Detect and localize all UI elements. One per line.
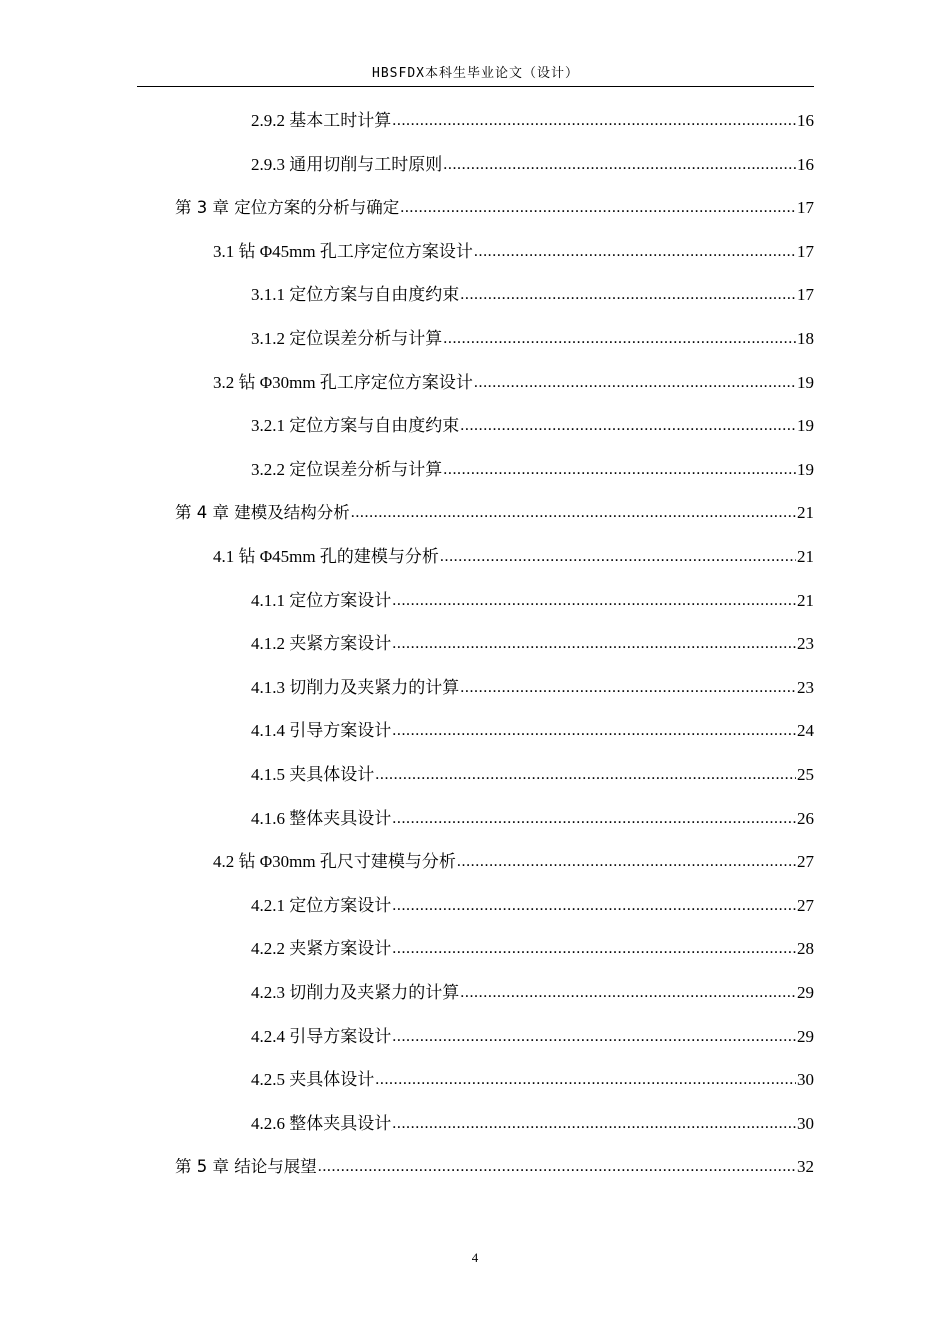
toc-entry-title: 4.2.1 定位方案设计	[251, 895, 392, 915]
toc-entry-page: 17	[797, 285, 814, 305]
toc-entry[interactable]	[251, 457, 814, 483]
toc-entry-title: 第 3 章 定位方案的分析与确定	[175, 198, 400, 218]
toc-entry-page: 21	[797, 590, 814, 610]
toc-leader-dots	[457, 849, 796, 875]
toc-entry[interactable]	[251, 1067, 814, 1093]
toc-entry[interactable]	[175, 195, 814, 221]
toc-entry-page: 17	[797, 198, 814, 218]
toc-entry[interactable]	[251, 675, 814, 701]
toc-entry-title: 4.2.5 夹具体设计	[251, 1070, 375, 1090]
toc-entry-page: 17	[797, 241, 814, 261]
toc-entry[interactable]	[175, 1154, 814, 1180]
toc-entry-title: 3.1.1 定位方案与自由度约束	[251, 285, 460, 305]
toc-leader-dots	[474, 370, 796, 396]
toc-entry[interactable]	[213, 849, 814, 875]
toc-leader-dots	[375, 762, 796, 788]
toc-leader-dots	[392, 631, 796, 657]
toc-leader-dots	[460, 980, 796, 1006]
toc-entry[interactable]	[251, 1111, 814, 1137]
toc-entry-title: 3.2.1 定位方案与自由度约束	[251, 416, 460, 436]
toc-entry[interactable]	[251, 980, 814, 1006]
toc-entry[interactable]	[251, 282, 814, 308]
toc-entry-page: 16	[797, 111, 814, 130]
toc-entry-title: 3.1 钻 Φ45mm 孔工序定位方案设计	[213, 241, 473, 261]
toc-entry-title: 4.2 钻 Φ30mm 孔尺寸建模与分析	[213, 852, 456, 872]
toc-entry-page: 21	[797, 547, 814, 566]
toc-entry-title: 2.9.2 基本工时计算	[251, 111, 392, 130]
toc-entry[interactable]	[251, 108, 814, 134]
toc-entry-title: 3.2 钻 Φ30mm 孔工序定位方案设计	[213, 372, 473, 392]
toc-entry-title: 4.2.4 引导方案设计	[251, 1026, 392, 1046]
toc-entry-title: 2.9.3 通用切削与工时原则	[251, 154, 443, 174]
toc-entry[interactable]	[251, 631, 814, 657]
toc-entry-page: 24	[797, 721, 814, 741]
toc-entry[interactable]	[251, 326, 814, 352]
toc-entry-page: 29	[797, 983, 814, 1002]
toc-entry[interactable]	[251, 762, 814, 788]
toc-leader-dots	[392, 718, 796, 744]
toc-leader-dots	[460, 675, 796, 701]
toc-entry-title: 4.1 钻 Φ45mm 孔的建模与分析	[213, 547, 439, 566]
toc-leader-dots	[392, 936, 796, 962]
toc-entry-page: 16	[797, 154, 814, 174]
toc-entry[interactable]	[175, 500, 814, 526]
header-rule	[137, 86, 814, 87]
toc-leader-dots	[392, 1111, 796, 1137]
toc-leader-dots	[474, 239, 796, 265]
toc-leader-dots	[392, 806, 796, 832]
toc-leader-dots	[351, 500, 796, 526]
toc-leader-dots	[400, 195, 796, 221]
toc-entry-title: 4.2.3 切削力及夹紧力的计算	[251, 983, 460, 1002]
toc-entry-title: 4.1.2 夹紧方案设计	[251, 634, 392, 654]
toc-entry-title: 4.1.3 切削力及夹紧力的计算	[251, 677, 460, 697]
toc-entry[interactable]	[251, 152, 814, 178]
toc-leader-dots	[440, 544, 796, 570]
toc-entry-page: 21	[797, 503, 814, 523]
toc-entry-title: 4.1.5 夹具体设计	[251, 765, 375, 784]
toc-entry[interactable]	[251, 1024, 814, 1050]
toc-entry-title: 4.2.6 整体夹具设计	[251, 1113, 392, 1133]
toc-entry[interactable]	[213, 239, 814, 265]
page-number: 4	[471, 1250, 479, 1265]
toc-entry-title: 4.1.4 引导方案设计	[251, 721, 392, 741]
toc-entry-title: 3.2.2 定位误差分析与计算	[251, 459, 443, 479]
toc-entry[interactable]	[251, 936, 814, 962]
toc-entry[interactable]	[213, 544, 814, 570]
toc-leader-dots	[460, 413, 796, 439]
toc-entry-page: 26	[797, 808, 814, 828]
toc-entry-page: 23	[797, 677, 814, 697]
toc-leader-dots	[392, 108, 796, 134]
toc-entry-page: 19	[797, 416, 814, 436]
toc-entry[interactable]	[251, 718, 814, 744]
toc-leader-dots	[443, 457, 796, 483]
toc-entry-page: 27	[797, 852, 814, 872]
toc-leader-dots	[392, 588, 796, 614]
toc-entry-page: 27	[797, 895, 814, 915]
toc-leader-dots	[443, 152, 796, 178]
toc-entry[interactable]	[251, 893, 814, 919]
toc-entry-title: 第 5 章 结论与展望	[175, 1157, 317, 1177]
toc-leader-dots	[375, 1067, 796, 1093]
toc-leader-dots	[318, 1154, 796, 1180]
toc-entry-page: 30	[797, 1070, 814, 1090]
toc-leader-dots	[392, 1024, 796, 1050]
toc-entry-page: 18	[797, 329, 814, 348]
toc-entry[interactable]	[213, 370, 814, 396]
toc-entry-page: 19	[797, 372, 814, 392]
toc-entry[interactable]	[251, 588, 814, 614]
toc-entry-page: 32	[797, 1157, 814, 1177]
toc-entry-title: 4.1.1 定位方案设计	[251, 590, 392, 610]
toc-entry-page: 23	[797, 634, 814, 654]
toc-entry-page: 19	[797, 459, 814, 479]
toc-entry-page: 29	[797, 1026, 814, 1046]
toc-leader-dots	[460, 282, 796, 308]
toc-entry-page: 30	[797, 1113, 814, 1133]
toc-entry-title: 4.1.6 整体夹具设计	[251, 808, 392, 828]
toc-entry-page: 28	[797, 939, 814, 959]
toc-entry-title: 3.1.2 定位误差分析与计算	[251, 329, 443, 348]
toc-leader-dots	[392, 893, 796, 919]
toc-entry-title: 第 4 章 建模及结构分析	[175, 503, 350, 523]
toc-leader-dots	[443, 326, 796, 352]
page-header: HBSFDX本科生毕业论文（设计）	[372, 66, 579, 81]
toc-entry-page: 25	[797, 765, 814, 784]
toc-entry[interactable]	[251, 413, 814, 439]
toc-entry-title: 4.2.2 夹紧方案设计	[251, 939, 392, 959]
toc-entry[interactable]	[251, 806, 814, 832]
